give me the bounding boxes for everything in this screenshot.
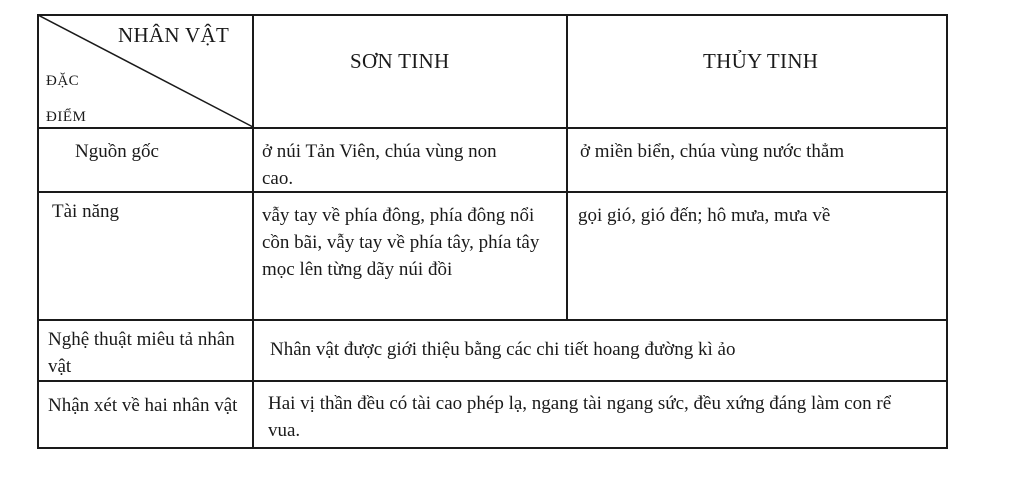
corner-header-bottom-line1: ĐẶC [46, 73, 80, 89]
table-border-row2-bottom [37, 319, 947, 321]
row-label-comment: Nhận xét về hai nhân vật [48, 395, 238, 416]
row-label-art: Nghệ thuật miêu tả nhân vật [48, 329, 235, 377]
cell-talent-son-tinh: vẫy tay về phía đông, phía đông nổi cồn bãi, vẫy tay về phía tây, phía tây mọc lên từng dãy núi đồi [262, 205, 540, 280]
row-label-talent: Tài năng [52, 201, 120, 222]
cell-talent-thuy-tinh: gọi gió, gió đến; hô mưa, mưa về [578, 205, 831, 226]
cell-origin-thuy-tinh: ở miền biển, chúa vùng nước thẳm [580, 141, 845, 162]
cell-comment-merged: Hai vị thần đều có tài cao phép lạ, ngang tài ngang sức, đều xứng đáng làm con rể vua. [268, 393, 892, 441]
corner-header-top: NHÂN VẬT [118, 23, 230, 47]
table-border-row3-bottom [37, 380, 947, 382]
column-header-thuy-tinh: THỦY TINH [703, 49, 819, 73]
cell-art-merged: Nhân vật được giới thiệu bằng các chi tiết hoang đường kì ảo [270, 339, 736, 360]
table-border-bottom [37, 447, 947, 449]
corner-header-bottom-line2: ĐIỂM [46, 109, 87, 125]
column-header-son-tinh: SƠN TINH [350, 49, 450, 73]
row-label-origin: Nguồn gốc [75, 141, 159, 162]
table-border-right [946, 14, 948, 449]
cell-origin-son-tinh: ở núi Tản Viên, chúa vùng non cao. [262, 141, 497, 189]
table-border-col2 [566, 14, 568, 321]
